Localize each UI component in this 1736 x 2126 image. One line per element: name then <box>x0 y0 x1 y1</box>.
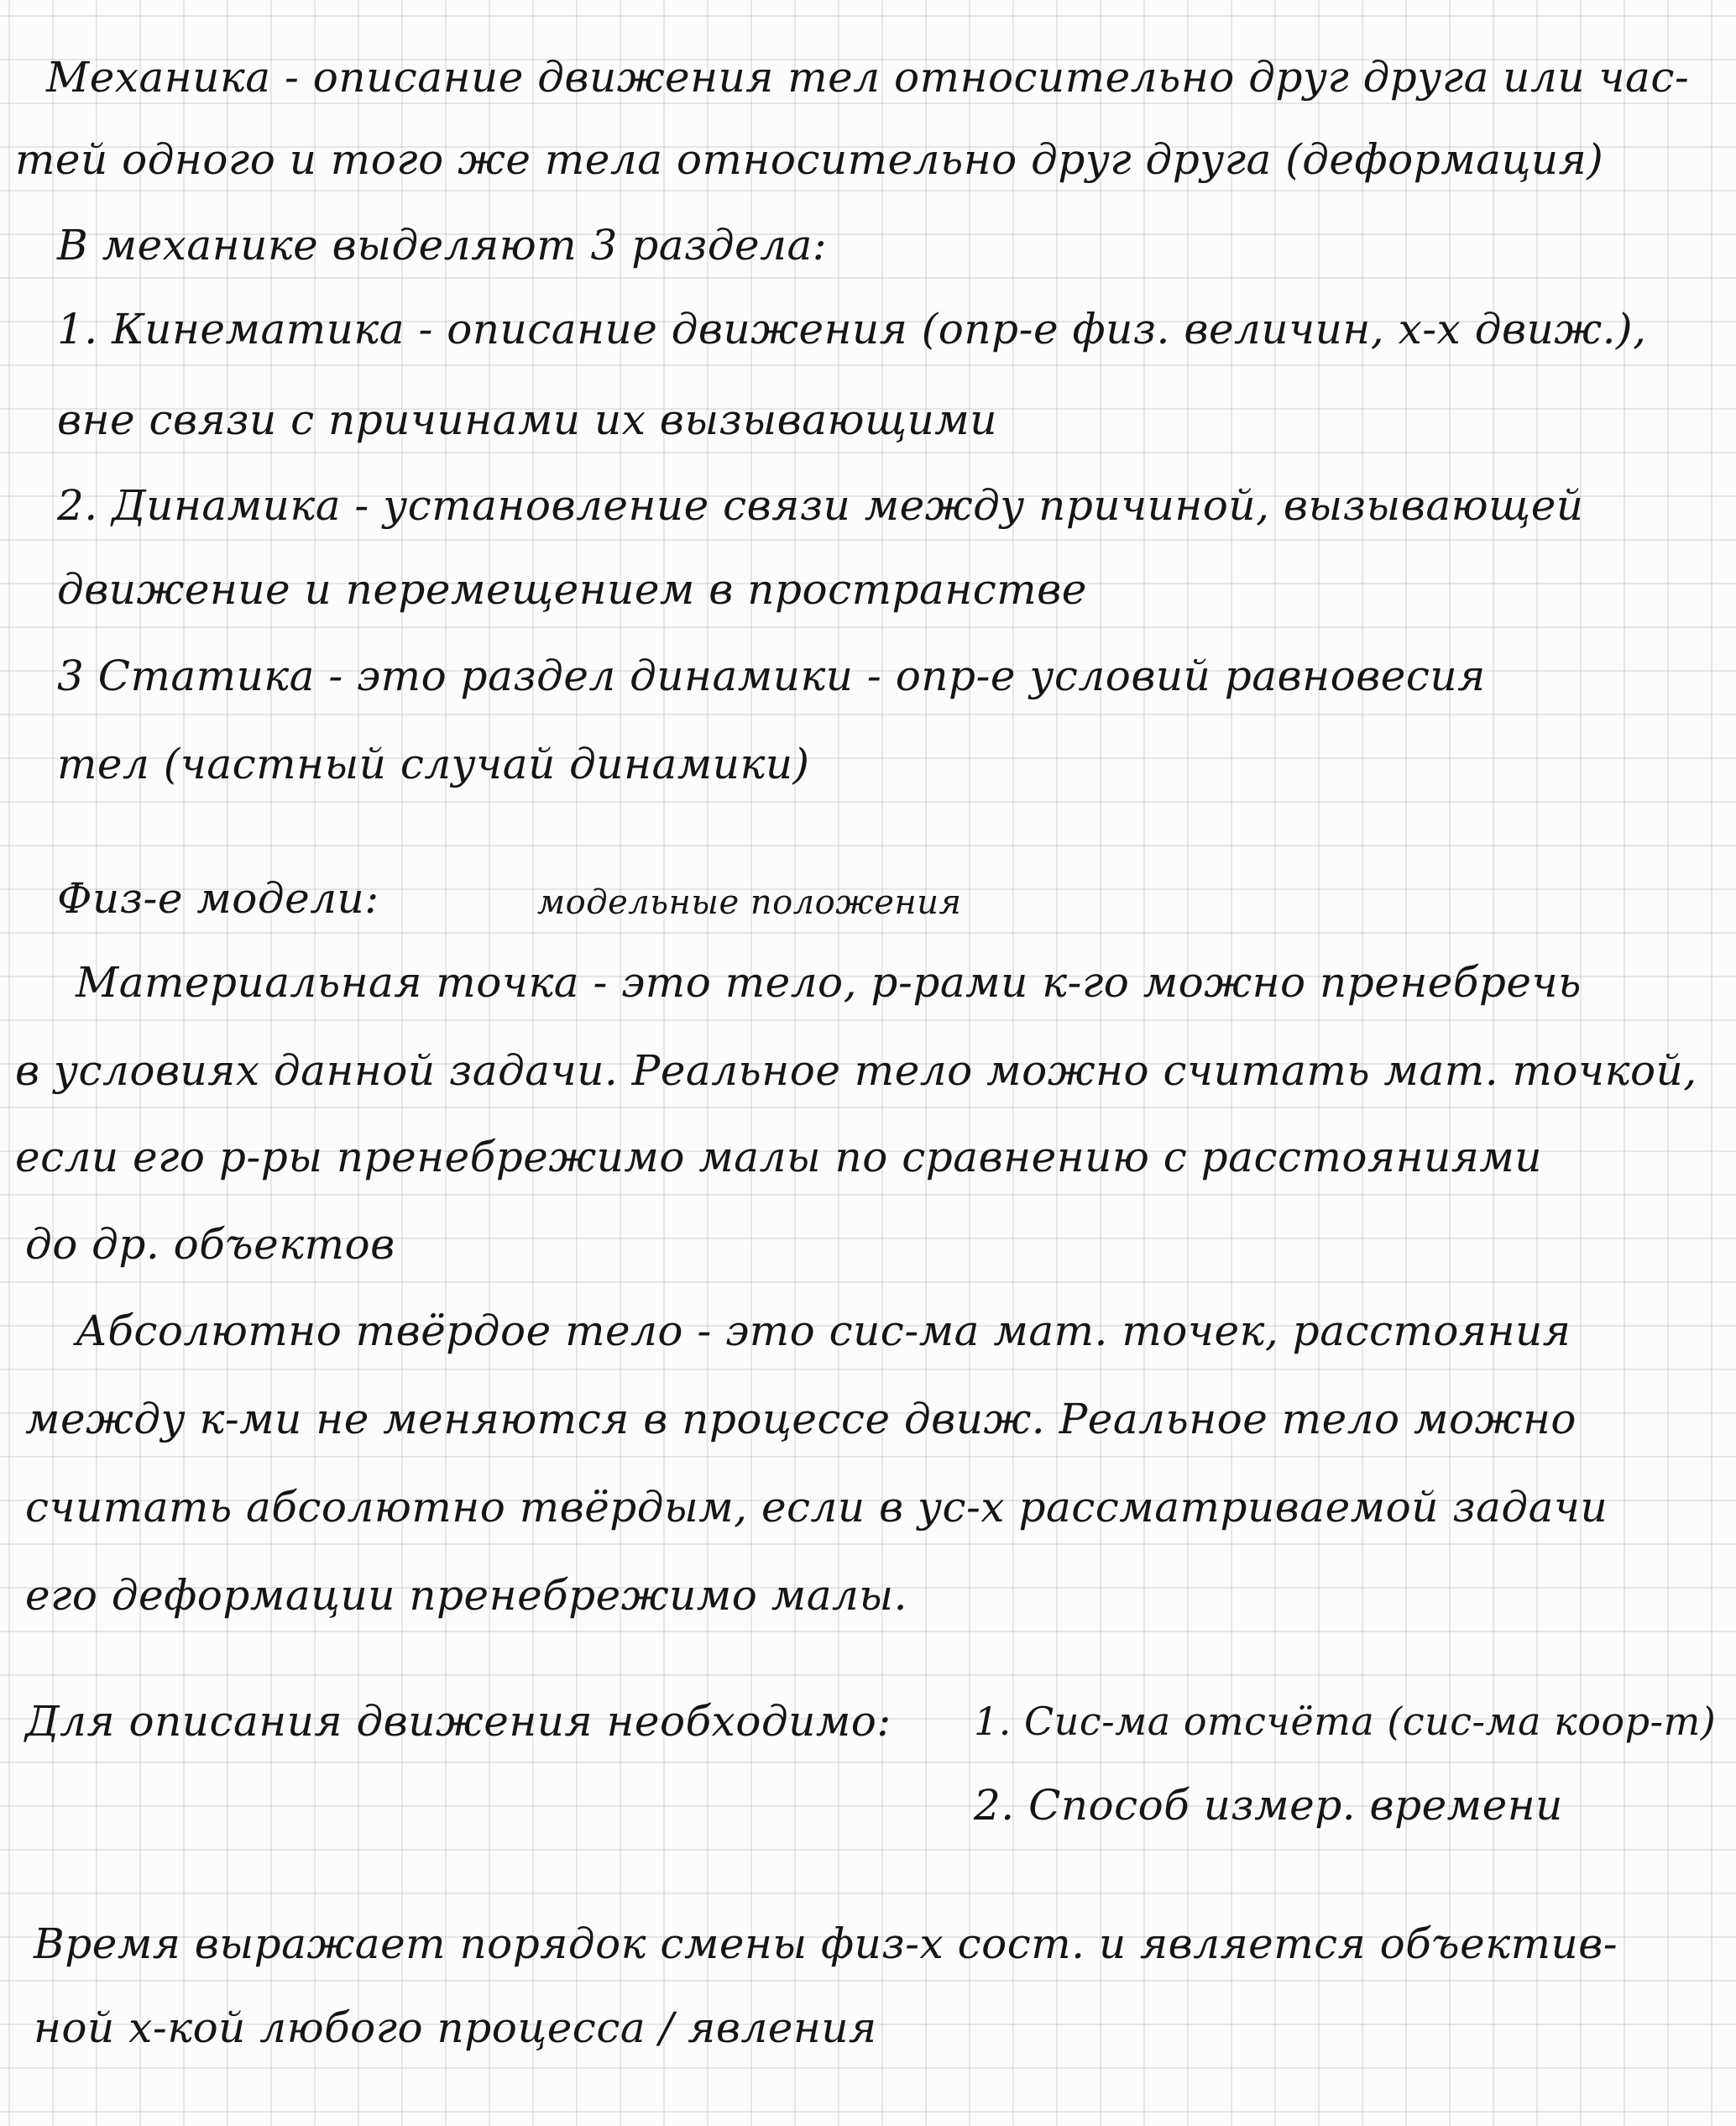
text-line: если его р-ры пренебрежимо малы по сравнению с расстояниями <box>15 1133 1542 1181</box>
text-line: В механике выделяют 3 раздела: <box>57 221 828 270</box>
text-line: до др. объектов <box>25 1220 395 1269</box>
text-line: 2. Динамика - установление связи между причиной, вызывающей <box>57 481 1584 530</box>
text-line: 3 Статика - это раздел динамики - опр-е условий равновесия <box>57 652 1486 700</box>
text-line: 1. Кинематика - описание движения (опр-е физ. величин, х-х движ.), <box>57 305 1647 353</box>
text-line: тел (частный случай динамики) <box>57 740 810 788</box>
list-item: 1. Сис-ма отсчёта (сис-ма коор-т) <box>974 1699 1717 1744</box>
list-item: 2. Способ измер. времени <box>974 1781 1563 1830</box>
text-line: Механика - описание движения тел относительно друг друга или час- <box>46 53 1690 102</box>
text-line: Материальная точка - это тело, р-рами к-го можно пренебречь <box>76 958 1582 1007</box>
text-note: модельные положения <box>537 883 962 922</box>
text-line: Абсолютно твёрдое тело - это сис-ма мат. точек, расстояния <box>76 1306 1571 1355</box>
text-line: Время выражает порядок смены физ-х сост. и является объектив- <box>34 1919 1618 1968</box>
text-line: его деформации пренебрежимо малы. <box>25 1571 907 1620</box>
text-line: в условиях данной задачи. Реальное тело можно считать мат. точкой, <box>15 1046 1697 1095</box>
text-line: вне связи с причинами их вызывающими <box>57 395 997 444</box>
text-line: считать абсолютно твёрдым, если в ус-х рассматриваемой задачи <box>25 1483 1608 1532</box>
text-line: ной х-кой любого процесса / явления <box>34 2003 877 2052</box>
section-heading: Для описания движения необходимо: <box>25 1697 892 1746</box>
section-heading: Физ-е модели: <box>57 874 379 923</box>
text-line: между к-ми не меняются в процессе движ. Реальное тело можно <box>25 1395 1577 1443</box>
text-line: движение и перемещением в пространстве <box>57 565 1087 614</box>
text-line: тей одного и того же тела относительно друг друга (деформация) <box>15 135 1604 184</box>
